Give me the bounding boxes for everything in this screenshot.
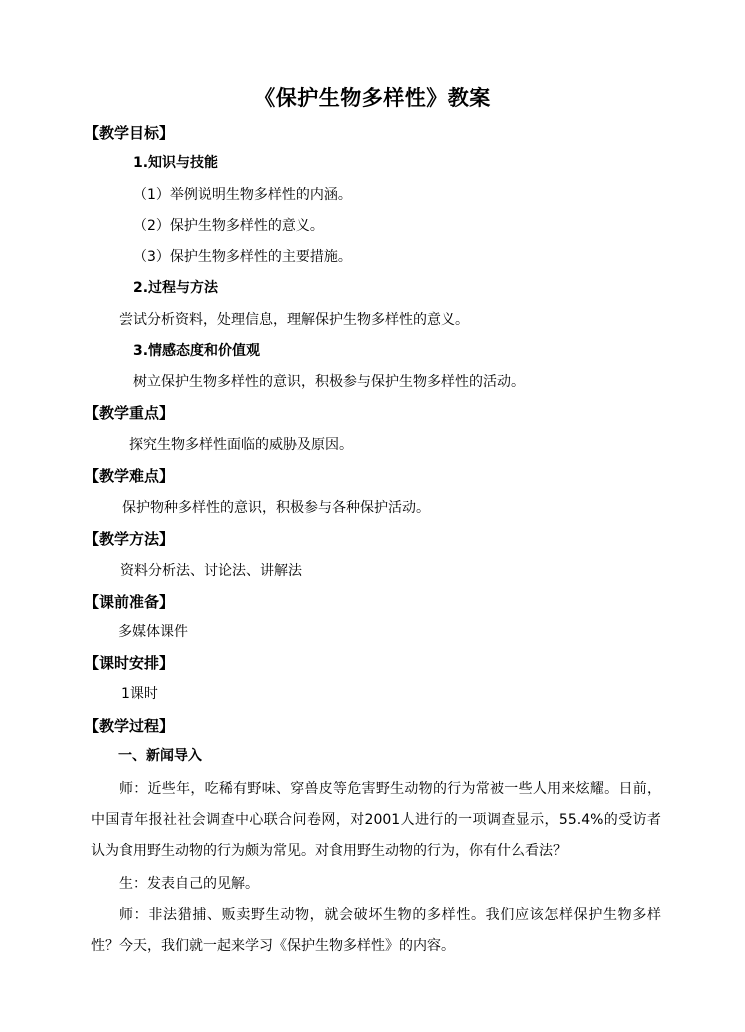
section-heading-schedule: 【课时安排】 [84,654,175,672]
paragraph-teacher-transition: 师：非法猎捕、贩卖野生动物，就会破坏生物的多样性。我们应该怎样保护生物多样性？今天，我们就一起来学习《保护生物多样性》的内容。 [91,907,661,954]
subheading-process: 2.过程与方法 [133,280,219,296]
section-heading-methods: 【教学方法】 [84,530,175,548]
section-heading-goals: 【教学目标】 [84,124,175,142]
list-item-knowledge-2: （2）保护生物多样性的意义。 [133,218,324,234]
paragraph-student-response: 生：发表自己的见解。 [119,876,259,892]
section-heading-procedure: 【教学过程】 [84,717,175,735]
paragraph-schedule: 1课时 [121,686,158,702]
section-heading-difficulties: 【教学难点】 [84,467,175,485]
list-item-knowledge-1: （1）举例说明生物多样性的内涵。 [133,187,352,203]
section-heading-key-points: 【教学重点】 [84,404,175,422]
document-title: 《保护生物多样性》教案 [254,86,491,110]
paragraph-methods: 资料分析法、讨论法、讲解法 [120,563,302,579]
paragraph-difficulties: 保护物种多样性的意识，积极参与各种保护活动。 [122,500,430,516]
subheading-news-intro: 一、新闻导入 [118,748,202,764]
paragraph-process: 尝试分析资料，处理信息，理解保护生物多样性的意义。 [119,312,469,328]
list-item-knowledge-3: （3）保护生物多样性的主要措施。 [133,249,352,265]
subheading-emotion: 3.情感态度和价值观 [133,343,261,359]
paragraph-preparation: 多媒体课件 [118,624,188,640]
paragraph-teacher-intro: 师：近些年，吃稀有野味、穿兽皮等危害野生动物的行为常被一些人用来炫耀。日前，中国青年报社社会调查中心联合问卷网，对2001人进行的一项调查显示，55.4%的受访者认为食用野生动物的行为颇为常见。对食用野生动物的行为，你有什么看法？ [91,781,661,859]
paragraph-emotion: 树立保护生物多样性的意识，积极参与保护生物多样性的活动。 [133,374,525,390]
section-heading-preparation: 【课前准备】 [84,593,175,611]
paragraph-key-points: 探究生物多样性面临的威胁及原因。 [129,437,353,453]
subheading-knowledge: 1.知识与技能 [133,155,219,171]
